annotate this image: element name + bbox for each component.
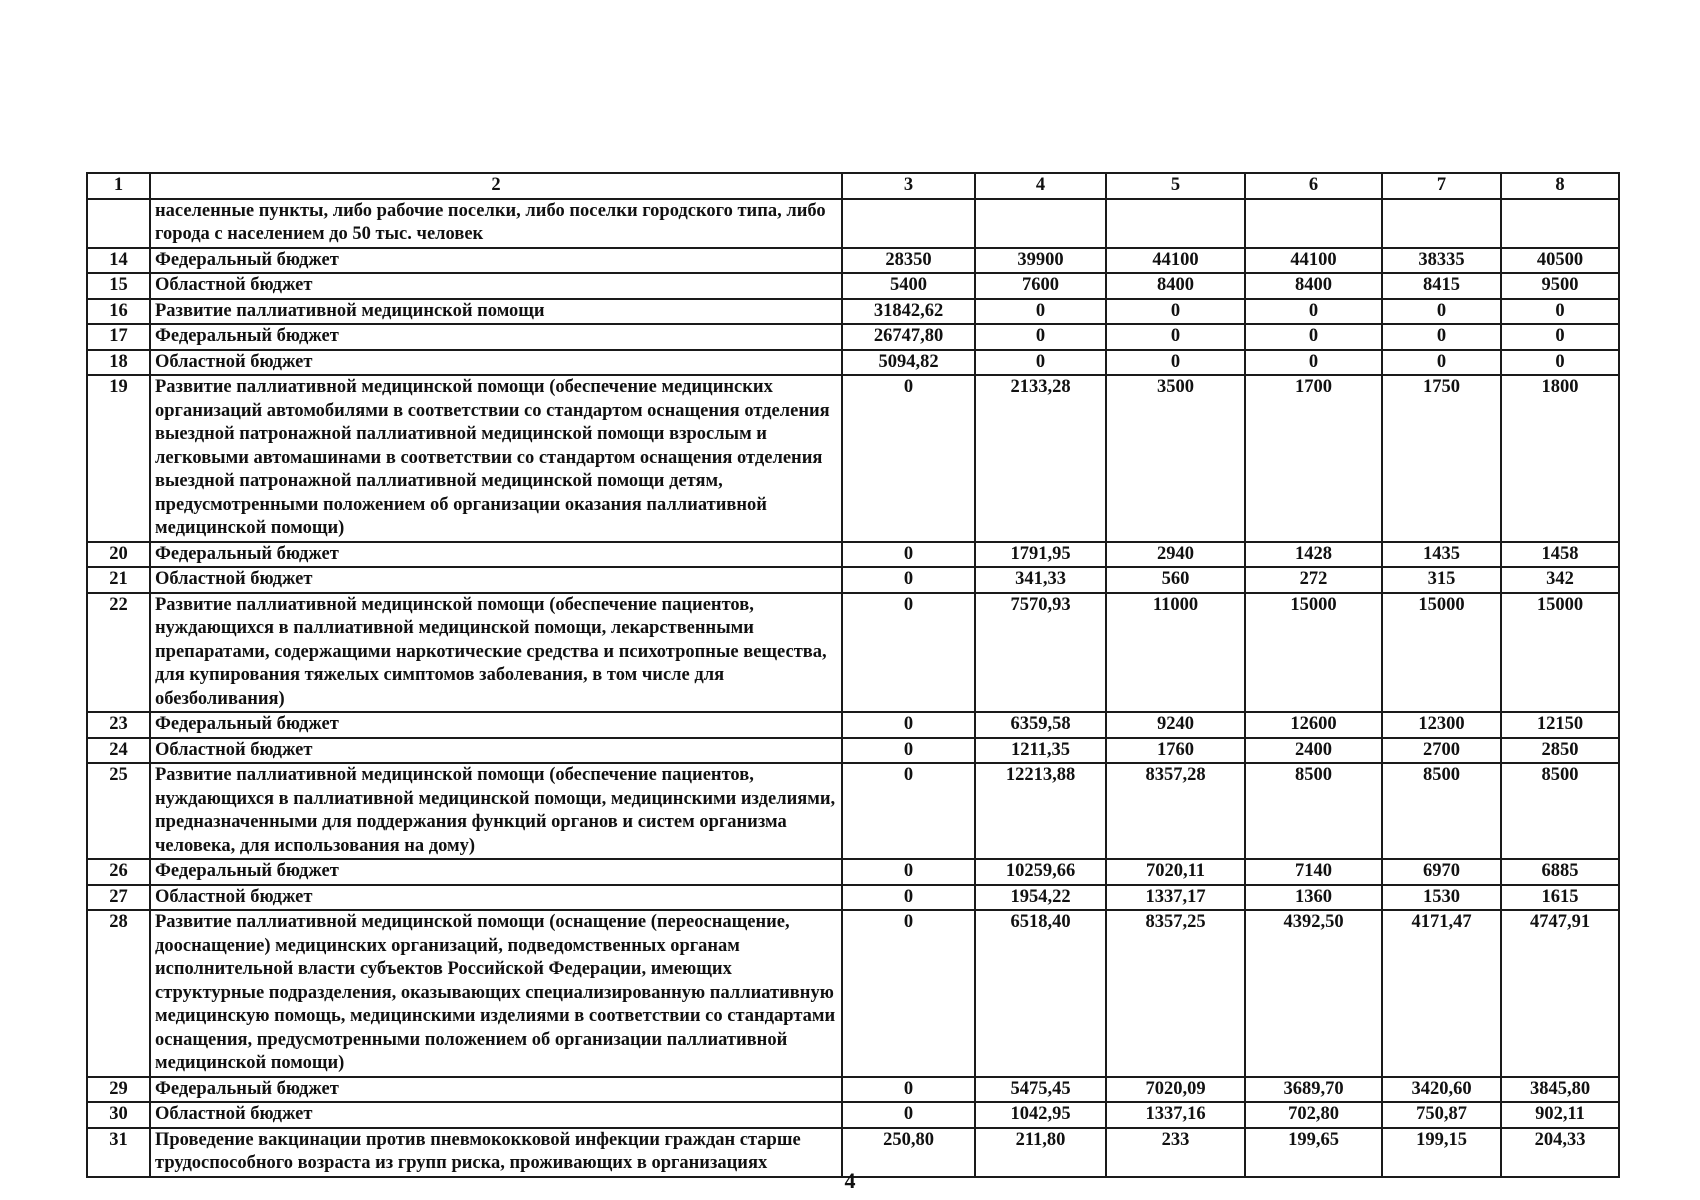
value-cell: 39900	[975, 248, 1106, 274]
value-cell: 5400	[842, 273, 975, 299]
value-cell: 0	[842, 1077, 975, 1103]
value-cell: 12213,88	[975, 763, 1106, 859]
row-name-cell: Федеральный бюджет	[150, 1077, 842, 1103]
value-cell: 1428	[1245, 542, 1382, 568]
value-cell: 0	[1501, 350, 1619, 376]
row-number-cell: 28	[87, 910, 150, 1077]
value-cell: 3689,70	[1245, 1077, 1382, 1103]
row-number-cell: 30	[87, 1102, 150, 1128]
value-cell: 1791,95	[975, 542, 1106, 568]
value-cell: 15000	[1245, 593, 1382, 713]
table-row	[87, 910, 1619, 1077]
value-cell	[1245, 199, 1382, 248]
value-cell: 8357,28	[1106, 763, 1245, 859]
value-cell: 2850	[1501, 738, 1619, 764]
value-cell: 6970	[1382, 859, 1501, 885]
value-cell: 11000	[1106, 593, 1245, 713]
value-cell: 0	[842, 1102, 975, 1128]
row-name-cell: Областной бюджет	[150, 350, 842, 376]
value-cell: 2400	[1245, 738, 1382, 764]
row-number-cell	[87, 199, 150, 248]
value-cell: 7020,09	[1106, 1077, 1245, 1103]
value-cell: 0	[1245, 350, 1382, 376]
value-cell: 28350	[842, 248, 975, 274]
value-cell: 3420,60	[1382, 1077, 1501, 1103]
value-cell: 0	[842, 763, 975, 859]
value-cell: 1435	[1382, 542, 1501, 568]
table-body	[87, 173, 1619, 1177]
table-row	[87, 593, 1619, 713]
value-cell: 902,11	[1501, 1102, 1619, 1128]
value-cell: 7140	[1245, 859, 1382, 885]
value-cell: 4392,50	[1245, 910, 1382, 1077]
value-cell: 250,80	[842, 1128, 975, 1177]
value-cell: 8500	[1501, 763, 1619, 859]
row-name-cell: Областной бюджет	[150, 273, 842, 299]
value-cell: 4171,47	[1382, 910, 1501, 1077]
value-cell: 0	[1382, 299, 1501, 325]
value-cell: 1750	[1382, 375, 1501, 542]
row-number-cell: 29	[87, 1077, 150, 1103]
value-cell: 204,33	[1501, 1128, 1619, 1177]
table-row	[87, 324, 1619, 350]
value-cell: 199,65	[1245, 1128, 1382, 1177]
value-cell: 7020,11	[1106, 859, 1245, 885]
row-number-cell: 16	[87, 299, 150, 325]
value-cell: 7600	[975, 273, 1106, 299]
header-cell: 5	[1106, 173, 1245, 199]
value-cell: 2700	[1382, 738, 1501, 764]
value-cell: 38335	[1382, 248, 1501, 274]
row-name-cell: Проведение вакцинации против пневмококковой инфекции граждан старше трудоспособного возраста из групп риска, проживающих в организациях	[150, 1128, 842, 1177]
value-cell: 9240	[1106, 712, 1245, 738]
value-cell: 1954,22	[975, 885, 1106, 911]
row-name-cell: Областной бюджет	[150, 885, 842, 911]
value-cell: 10259,66	[975, 859, 1106, 885]
value-cell: 5475,45	[975, 1077, 1106, 1103]
value-cell: 12600	[1245, 712, 1382, 738]
value-cell: 0	[842, 712, 975, 738]
table-row	[87, 299, 1619, 325]
value-cell: 0	[1245, 324, 1382, 350]
value-cell: 8500	[1382, 763, 1501, 859]
value-cell: 12150	[1501, 712, 1619, 738]
row-number-cell: 21	[87, 567, 150, 593]
value-cell: 26747,80	[842, 324, 975, 350]
table-row	[87, 350, 1619, 376]
header-cell: 6	[1245, 173, 1382, 199]
value-cell: 8357,25	[1106, 910, 1245, 1077]
table-row	[87, 712, 1619, 738]
header-cell: 1	[87, 173, 150, 199]
value-cell: 6359,58	[975, 712, 1106, 738]
value-cell: 0	[1501, 324, 1619, 350]
row-number-cell: 22	[87, 593, 150, 713]
value-cell: 0	[842, 738, 975, 764]
row-number-cell: 24	[87, 738, 150, 764]
value-cell: 0	[1245, 299, 1382, 325]
header-cell: 3	[842, 173, 975, 199]
value-cell	[1382, 199, 1501, 248]
value-cell: 199,15	[1382, 1128, 1501, 1177]
row-name-cell: Федеральный бюджет	[150, 859, 842, 885]
table-row	[87, 1102, 1619, 1128]
value-cell: 6518,40	[975, 910, 1106, 1077]
table-row	[87, 763, 1619, 859]
row-name-cell: Развитие паллиативной медицинской помощи (обеспечение пациентов, нуждающихся в паллиативной медицинской помощи, медицинскими изделиями, предназначенными для поддержания функций органов и систем организма человека, для использования на дому)	[150, 763, 842, 859]
value-cell: 12300	[1382, 712, 1501, 738]
value-cell: 1360	[1245, 885, 1382, 911]
value-cell: 233	[1106, 1128, 1245, 1177]
value-cell: 6885	[1501, 859, 1619, 885]
value-cell: 211,80	[975, 1128, 1106, 1177]
value-cell: 1800	[1501, 375, 1619, 542]
row-name-cell: Федеральный бюджет	[150, 324, 842, 350]
value-cell	[842, 199, 975, 248]
row-name-cell: Развитие паллиативной медицинской помощи (обеспечение пациентов, нуждающихся в паллиативной медицинской помощи, лекарственными препаратами, содержащими наркотические средства и психотропные вещества, для купирования тяжелых симптомов заболевания, в том числе для обезболивания)	[150, 593, 842, 713]
value-cell: 342	[1501, 567, 1619, 593]
value-cell: 15000	[1501, 593, 1619, 713]
row-name-cell: Областной бюджет	[150, 1102, 842, 1128]
row-number-cell: 26	[87, 859, 150, 885]
value-cell: 1615	[1501, 885, 1619, 911]
value-cell: 8415	[1382, 273, 1501, 299]
row-name-cell: Областной бюджет	[150, 738, 842, 764]
row-name-cell: населенные пункты, либо рабочие поселки, либо поселки городского типа, либо города с населением до 50 тыс. человек	[150, 199, 842, 248]
table-row	[87, 738, 1619, 764]
value-cell: 0	[842, 375, 975, 542]
row-number-cell: 17	[87, 324, 150, 350]
row-name-cell: Развитие паллиативной медицинской помощи	[150, 299, 842, 325]
header-cell: 7	[1382, 173, 1501, 199]
table-row	[87, 1077, 1619, 1103]
value-cell: 1530	[1382, 885, 1501, 911]
value-cell: 702,80	[1245, 1102, 1382, 1128]
value-cell: 5094,82	[842, 350, 975, 376]
value-cell: 40500	[1501, 248, 1619, 274]
value-cell	[975, 199, 1106, 248]
value-cell: 272	[1245, 567, 1382, 593]
value-cell: 0	[1106, 299, 1245, 325]
row-number-cell: 14	[87, 248, 150, 274]
value-cell: 0	[842, 859, 975, 885]
table-row	[87, 542, 1619, 568]
value-cell: 0	[975, 324, 1106, 350]
value-cell	[1106, 199, 1245, 248]
row-name-cell: Развитие паллиативной медицинской помощи (оснащение (переоснащение, дооснащение) медицинских организаций, подведомственных органам исполнительной власти субъектов Российской Федерации, имеющих структурные подразделения, оказывающих специализированную паллиативную медицинскую помощь, медицинскими изделиями в соответствии со стандартами оснащения, предусмотренными положением об организации паллиативной медицинской помощи)	[150, 910, 842, 1077]
row-name-cell: Федеральный бюджет	[150, 248, 842, 274]
value-cell	[1501, 199, 1619, 248]
row-number-cell: 20	[87, 542, 150, 568]
table-row	[87, 248, 1619, 274]
header-cell: 2	[150, 173, 842, 199]
value-cell: 0	[842, 542, 975, 568]
page-number: 4	[844, 1168, 856, 1193]
value-cell: 2133,28	[975, 375, 1106, 542]
value-cell: 0	[842, 910, 975, 1077]
value-cell: 4747,91	[1501, 910, 1619, 1077]
document-page	[86, 172, 1618, 1178]
value-cell: 0	[1382, 350, 1501, 376]
value-cell: 8400	[1106, 273, 1245, 299]
value-cell: 560	[1106, 567, 1245, 593]
row-name-cell: Областной бюджет	[150, 567, 842, 593]
header-cell: 4	[975, 173, 1106, 199]
table-row	[87, 859, 1619, 885]
value-cell: 2940	[1106, 542, 1245, 568]
value-cell: 750,87	[1382, 1102, 1501, 1128]
value-cell: 31842,62	[842, 299, 975, 325]
value-cell: 44100	[1245, 248, 1382, 274]
value-cell: 341,33	[975, 567, 1106, 593]
row-number-cell: 25	[87, 763, 150, 859]
row-name-cell: Федеральный бюджет	[150, 712, 842, 738]
header-row	[87, 173, 1619, 199]
value-cell: 0	[842, 885, 975, 911]
table-row	[87, 567, 1619, 593]
row-number-cell: 27	[87, 885, 150, 911]
value-cell: 3500	[1106, 375, 1245, 542]
value-cell: 1042,95	[975, 1102, 1106, 1128]
value-cell: 0	[1106, 324, 1245, 350]
value-cell: 7570,93	[975, 593, 1106, 713]
value-cell: 0	[842, 593, 975, 713]
value-cell: 44100	[1106, 248, 1245, 274]
value-cell: 0	[1501, 299, 1619, 325]
value-cell: 315	[1382, 567, 1501, 593]
value-cell: 0	[1382, 324, 1501, 350]
row-number-cell: 19	[87, 375, 150, 542]
header-cell: 8	[1501, 173, 1619, 199]
value-cell: 1337,17	[1106, 885, 1245, 911]
row-number-cell: 18	[87, 350, 150, 376]
value-cell: 1760	[1106, 738, 1245, 764]
value-cell: 1700	[1245, 375, 1382, 542]
row-number-cell: 15	[87, 273, 150, 299]
value-cell: 1337,16	[1106, 1102, 1245, 1128]
value-cell: 0	[842, 567, 975, 593]
row-name-cell: Развитие паллиативной медицинской помощи (обеспечение медицинских организаций автомобилями в соответствии со стандартом оснащения отделения выездной патронажной паллиативной медицинской помощи взрослым и легковыми автомашинами в соответствии со стандартом оснащения отделения выездной патронажной паллиативной медицинской помощи детям, предусмотренными положением об организации оказания паллиативной медицинской помощи)	[150, 375, 842, 542]
row-name-cell: Федеральный бюджет	[150, 542, 842, 568]
value-cell: 0	[975, 350, 1106, 376]
value-cell: 1211,35	[975, 738, 1106, 764]
value-cell: 1458	[1501, 542, 1619, 568]
table-row	[87, 885, 1619, 911]
row-number-cell: 23	[87, 712, 150, 738]
value-cell: 9500	[1501, 273, 1619, 299]
table-row	[87, 375, 1619, 542]
value-cell: 0	[1106, 350, 1245, 376]
budget-table	[86, 172, 1620, 1178]
continuation-row	[87, 199, 1619, 248]
value-cell: 8400	[1245, 273, 1382, 299]
table-row	[87, 273, 1619, 299]
value-cell: 0	[975, 299, 1106, 325]
row-number-cell: 31	[87, 1128, 150, 1177]
value-cell: 8500	[1245, 763, 1382, 859]
value-cell: 3845,80	[1501, 1077, 1619, 1103]
value-cell: 15000	[1382, 593, 1501, 713]
